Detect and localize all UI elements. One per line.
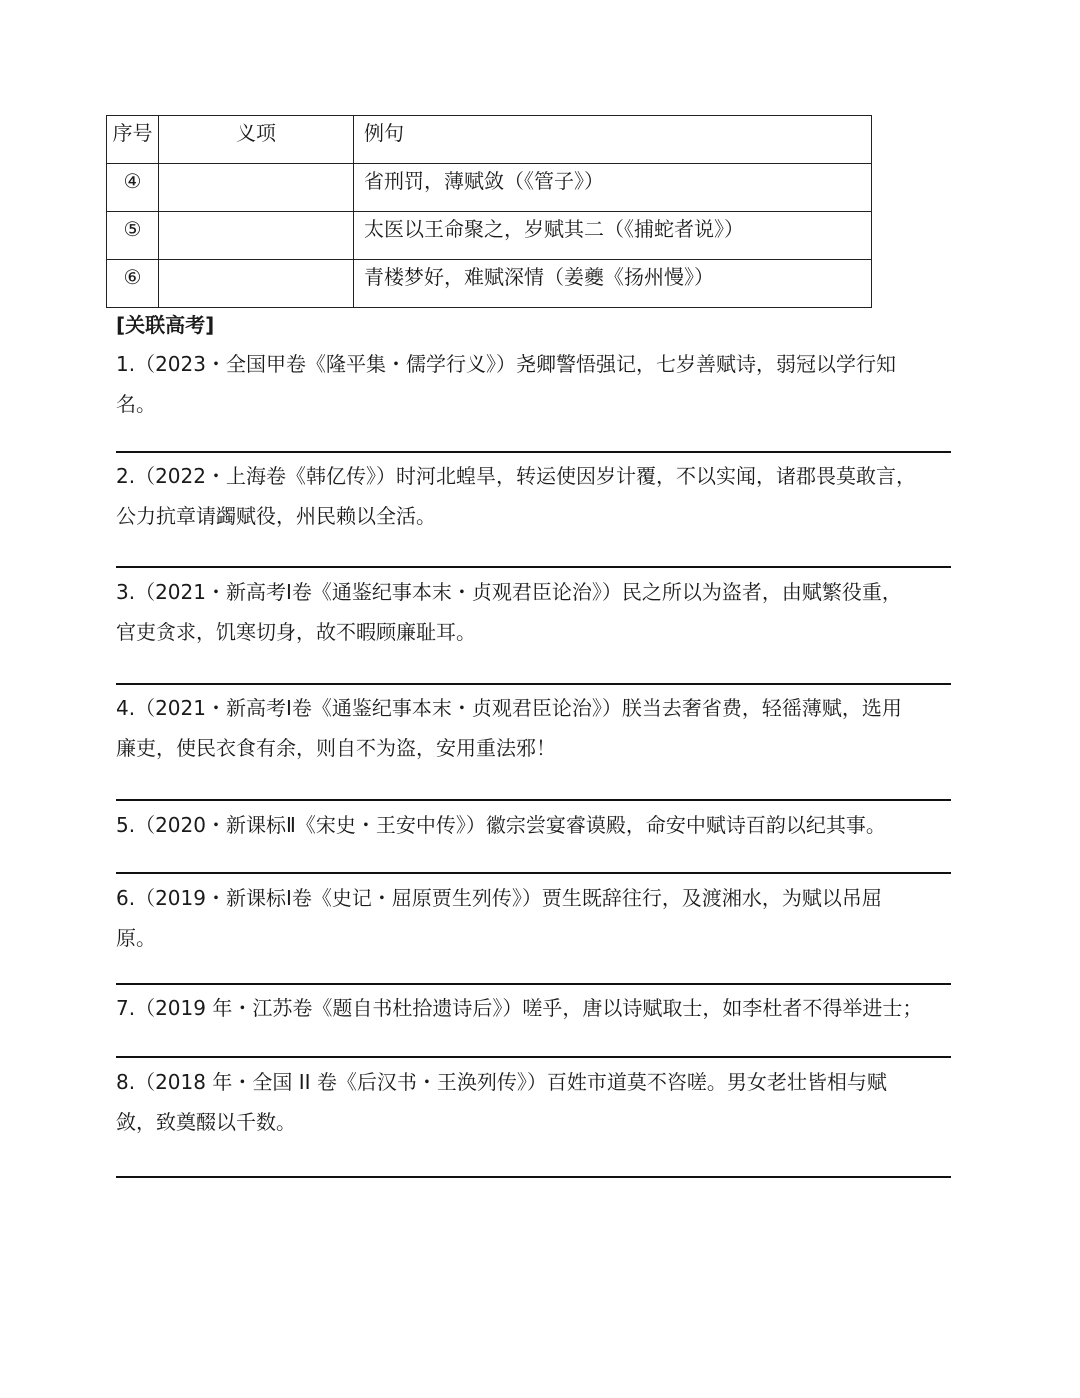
row-example: 省刑罚，薄赋敛（《管子》） bbox=[354, 164, 872, 212]
question-text: 公力抗章请蠲赋役，州民赖以全活。 bbox=[116, 504, 436, 528]
question-text: 8.（2018 年・全国 II 卷《后汉书・王涣列传》）百姓市道莫不咨嗟。男女老壮皆相与赋 bbox=[116, 1070, 887, 1094]
row-example: 青楼梦好，难赋深情（姜夔《扬州慢》） bbox=[354, 260, 872, 308]
question-8 bbox=[116, 1062, 966, 1142]
row-number: ⑥ bbox=[107, 260, 159, 308]
question-7 bbox=[116, 988, 966, 1028]
question-4 bbox=[116, 688, 966, 768]
row-number: ④ bbox=[107, 164, 159, 212]
row-meaning-cell bbox=[159, 164, 354, 212]
question-5 bbox=[116, 805, 966, 845]
vocab-table bbox=[106, 115, 872, 308]
question-6 bbox=[116, 878, 966, 958]
question-text: 7.（2019 年・江苏卷《题自书杜拾遗诗后》）嗟乎，唐以诗赋取士，如李杜者不得举进士； bbox=[116, 996, 923, 1020]
answer-line[interactable] bbox=[116, 983, 951, 985]
header-meaning: 义项 bbox=[159, 116, 354, 164]
question-text: 官吏贪求，饥寒切身，故不暇顾廉耻耳。 bbox=[116, 620, 476, 644]
row-meaning-cell bbox=[159, 212, 354, 260]
table-row bbox=[107, 164, 872, 212]
question-text: 6.（2019・新课标Ⅰ卷《史记・屈原贾生列传》）贾生既辞往行，及渡湘水，为赋以吊屈 bbox=[116, 886, 882, 910]
table-row bbox=[107, 260, 872, 308]
question-text: 2.（2022・上海卷《韩亿传》）时河北蝗旱，转运使因岁计覆，不以实闻，诸郡畏莫敢言， bbox=[116, 464, 916, 488]
question-text: 廉吏，使民衣食有余，则自不为盗，安用重法邪！ bbox=[116, 736, 556, 760]
answer-line[interactable] bbox=[116, 566, 951, 568]
table-row bbox=[107, 212, 872, 260]
question-text: 敛，致奠醊以千数。 bbox=[116, 1110, 296, 1134]
row-example: 太医以王命聚之，岁赋其二（《捕蛇者说》） bbox=[354, 212, 872, 260]
header-number: 序号 bbox=[107, 116, 159, 164]
answer-line[interactable] bbox=[116, 451, 951, 453]
question-text: 名。 bbox=[116, 392, 156, 416]
question-2 bbox=[116, 456, 966, 536]
question-text: 3.（2021・新高考Ⅰ卷《通鉴纪事本末・贞观君臣论治》）民之所以为盗者，由赋繁役重， bbox=[116, 580, 902, 604]
question-text: 1.（2023・全国甲卷《隆平集・儒学行义》）尧卿警悟强记，七岁善赋诗，弱冠以学行知 bbox=[116, 352, 896, 376]
header-example: 例句 bbox=[354, 116, 872, 164]
answer-line[interactable] bbox=[116, 1056, 951, 1058]
question-1 bbox=[116, 344, 966, 424]
answer-line[interactable] bbox=[116, 799, 951, 801]
question-text: 5.（2020・新课标Ⅱ《宋史・王安中传》）徽宗尝宴睿谟殿，命安中赋诗百韵以纪其事。 bbox=[116, 813, 886, 837]
question-text: 4.（2021・新高考Ⅰ卷《通鉴纪事本末・贞观君臣论治》）朕当去奢省费，轻徭薄赋，选用 bbox=[116, 696, 902, 720]
section-title: [关联高考] bbox=[116, 313, 215, 337]
table-header-row bbox=[107, 116, 872, 164]
question-3 bbox=[116, 572, 966, 652]
answer-line[interactable] bbox=[116, 1176, 951, 1178]
question-text: 原。 bbox=[116, 926, 156, 950]
answer-line[interactable] bbox=[116, 683, 951, 685]
row-number: ⑤ bbox=[107, 212, 159, 260]
row-meaning-cell bbox=[159, 260, 354, 308]
answer-line[interactable] bbox=[116, 872, 951, 874]
